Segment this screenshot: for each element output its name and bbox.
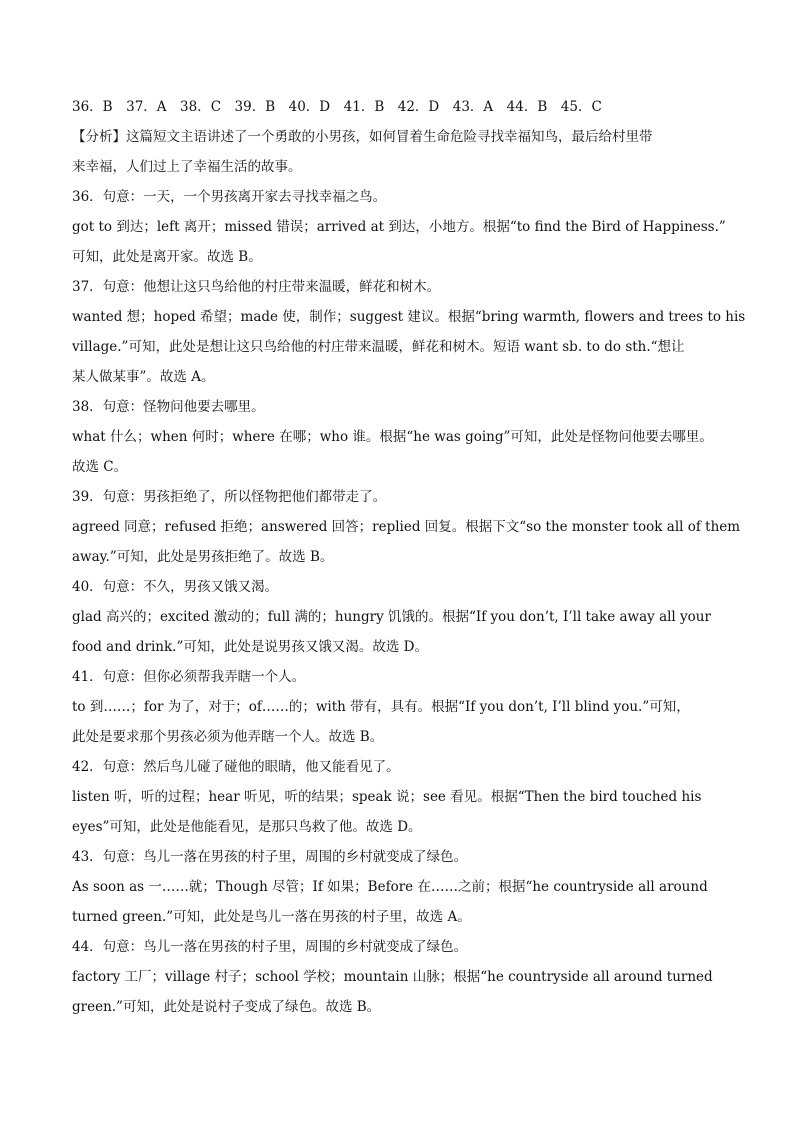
document-page [72, 92, 746, 1022]
question-41-explanation: 此处是要求那个男孩必须为他弄瞎一个人。故选 B。 [72, 729, 384, 745]
question-40-meaning: 40．句意：不久，男孩又饿又渴。 [72, 579, 279, 595]
question-37-explanation: village.”可知，此处是想让这只鸟给他的村庄带来温暖，鲜花和树木。短语 want sb. to do sth.“想让 [72, 339, 685, 355]
question-39-explanation: away.”可知，此处是男孩拒绝了。故选 B。 [72, 549, 334, 565]
question-42-explanation: listen 听，听的过程；hear 听见，听的结果；speak 说；see 看见。根据“Then the bird touched his [72, 789, 702, 805]
question-44-meaning: 44．句意：鸟儿一落在男孩的村子里，周围的乡村就变成了绿色。 [72, 939, 468, 955]
question-39-explanation: agreed 同意；refused 拒绝；answered 回答；replied 回复。根据下文“so the monster took all of them [72, 519, 741, 535]
question-43-explanation: As soon as 一……就；Though 尽管；If 如果；Before 在……之前；根据“he countryside all around [72, 879, 708, 895]
question-37-explanation: 某人做某事”。故选 A。 [72, 369, 215, 385]
question-41-explanation: to 到……；for 为了，对于；of……的；with 带有，具有。根据“If you don’t, I’ll blind you.”可知， [72, 699, 690, 715]
analysis-line: 【分析】这篇短文主语讲述了一个勇敢的小男孩，如何冒着生命危险寻找幸福知鸟，最后给村里带 [72, 129, 653, 145]
question-40-explanation: food and drink.”可知，此处是说男孩又饿又渴。故选 D。 [72, 639, 428, 655]
question-43-explanation: turned green.”可知，此处是鸟儿一落在男孩的村子里，故选 A。 [72, 909, 471, 925]
question-44-explanation: green.”可知，此处是说村子变成了绿色。故选 B。 [72, 999, 381, 1015]
question-37-explanation: wanted 想；hoped 希望；made 使，制作；suggest 建议。根据“bring warmth, flowers and trees to his [72, 309, 746, 325]
question-39-meaning: 39．句意：男孩拒绝了，所以怪物把他们都带走了。 [72, 489, 387, 505]
question-37-meaning: 37．句意：他想让这只鸟给他的村庄带来温暖，鲜花和树木。 [72, 279, 441, 295]
question-38-explanation: what 什么；when 何时；where 在哪；who 谁。根据“he was going”可知，此处是怪物问他要去哪里。 [72, 429, 713, 445]
question-38-meaning: 38．句意：怪物问他要去哪里。 [72, 399, 265, 415]
question-42-meaning: 42．句意：然后鸟儿碰了碰他的眼睛，他又能看见了。 [72, 759, 400, 775]
question-36-explanation: got to 到达；left 离开；missed 错误；arrived at 到达，小地方。根据“to find the Bird of Happiness.” [72, 219, 726, 235]
question-44-explanation: factory 工厂；village 村子；school 学校；mountain 山脉；根据“he countryside all around turned [72, 969, 713, 985]
question-41-meaning: 41．句意：但你必须帮我弄瞎一个人。 [72, 669, 306, 685]
analysis-line: 来幸福，人们过上了幸福生活的故事。 [72, 159, 302, 175]
question-42-explanation: eyes”可知，此处是他能看见，是那只鸟救了他。故选 D。 [72, 819, 422, 835]
question-40-explanation: glad 高兴的；excited 激动的；full 满的；hungry 饥饿的。根据“If you don’t, I’ll take away all your [72, 609, 711, 625]
question-43-meaning: 43．句意：鸟儿一落在男孩的村子里，周围的乡村就变成了绿色。 [72, 849, 468, 865]
question-38-explanation: 故选 C。 [72, 459, 128, 475]
question-36-meaning: 36．句意：一天，一个男孩离开家去寻找幸福之鸟。 [72, 189, 387, 205]
answer-key-line: 36．B 37．A 38．C 39．B 40．D 41．B 42．D 43．A 44．B 45．C [72, 99, 602, 115]
question-36-explanation: 可知，此处是离开家。故选 B。 [72, 249, 262, 265]
